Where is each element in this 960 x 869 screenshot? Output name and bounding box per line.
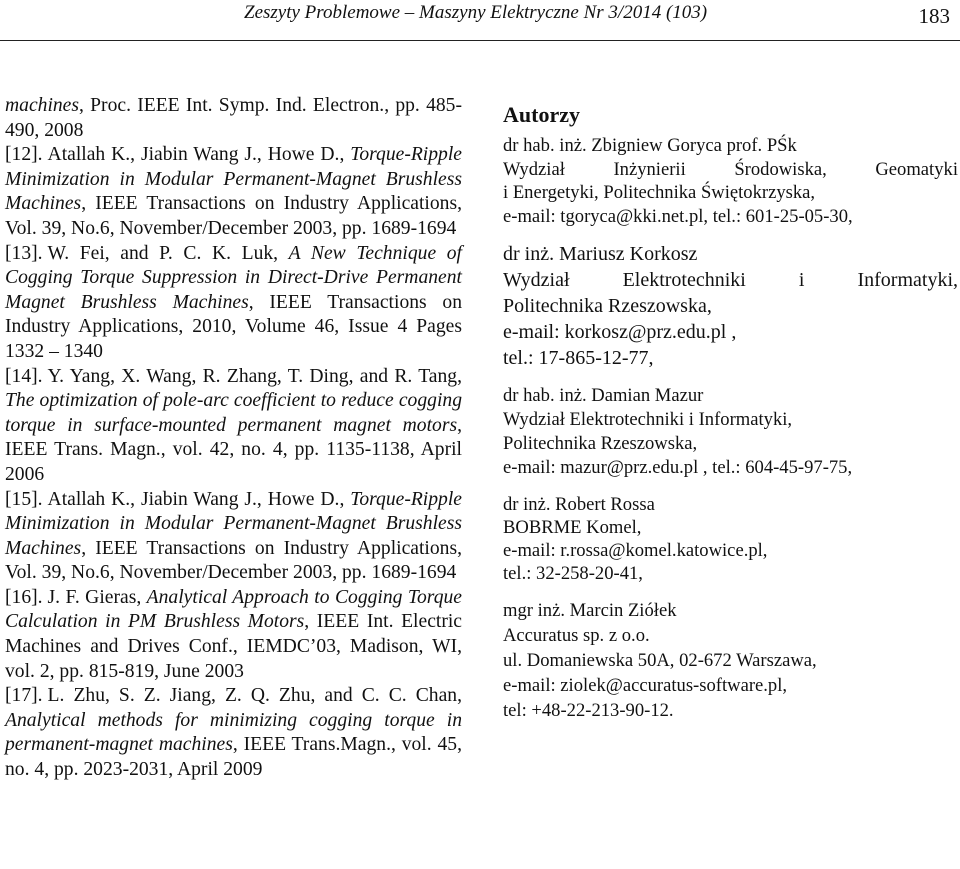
references-column [5,94,462,783]
author-goryca [503,134,958,228]
reference-15 [5,488,462,586]
reference-title: Torque-Ripple Minimization in Modular Permanent-Magnet Brushless Machines [5,144,462,215]
author-affiliation: Politechnika Rzeszowska, [503,433,698,454]
author-email: e-mail: korkosz@prz.edu.pl , [503,321,737,343]
reference-authors: J. F. Gieras, [47,586,147,608]
reference-title: The optimization of pole-arc coefficient to reduce cogging torque in surface-mounted permanent magnet motors [5,390,462,436]
reference-number: [12]. [5,144,43,166]
author-affiliation: Wydział Elektrotechniki i Informatyki, [503,269,958,291]
reference-title: Analytical methods for minimizing cogging torque in permanent-magnet machines [5,709,462,756]
reference-title: A New Technique of Cogging Torque Suppression in Direct-Drive Permanent Magnet Brushless Machines [5,242,462,313]
reference-details: , IEEE Transactions on Industry Applications, Vol. 39, No.6, November/December 2003, pp. 1689-1694 [5,537,462,584]
author-mazur [503,384,958,480]
reference-17 [5,684,462,782]
author-name: dr hab. inż. Damian Mazur [503,385,704,406]
reference-13 [5,242,462,365]
author-affiliation: i Energetyki, Politechnika Świętokrzyska, [503,182,816,203]
reference-title: Torque-Ripple Minimization in Modular Permanent-Magnet Brushless Machines [5,488,462,559]
author-affiliation: Politechnika Rzeszowska, [503,295,712,317]
author-phone: tel: +48-22-213-90-12. [503,700,674,721]
reference-authors: L. Zhu, S. Z. Jiang, Z. Q. Zhu, and C. C. Chan, [47,685,462,707]
reference-number: [14]. [5,365,43,387]
author-korkosz [503,241,958,371]
reference-title: Analytical Approach to Cogging Torque Calculation in PM Brushless Motors [5,586,462,633]
author-email: e-mail: ziolek@accuratus-software.pl, [503,675,788,696]
author-name: dr inż. Mariusz Korkosz [503,243,698,265]
reference-text: , Proc. IEEE Int. Symp. Ind. Electron., pp. 485-490, 2008 [5,95,462,141]
reference-authors: Y. Yang, X. Wang, R. Zhang, T. Ding, and R. Tang, [47,365,462,387]
reference-title-fragment: machines [5,95,80,116]
reference-16 [5,586,462,684]
reference-number: [15]. [5,488,43,510]
author-contact: e-mail: mazur@prz.edu.pl , tel.: 604-45-97-75, [503,457,853,478]
reference-details: , IEEE Transactions on Industry Applications, Vol. 39, No.6, November/December 2003, pp. 1689-1694 [5,193,462,239]
reference-14 [5,365,462,488]
author-affiliation: BOBRME Komel, [503,517,642,538]
author-email: e-mail: r.rossa@komel.katowice.pl, [503,540,768,561]
author-phone: tel.: 17-865-12-77, [503,347,654,369]
reference-authors: Atallah K., Jiabin Wang J., Howe D., [47,144,351,166]
author-contact: e-mail: tgoryca@kki.net.pl, tel.: 601-25-05-30, [503,205,853,227]
author-name: dr inż. Robert Rossa [503,494,655,515]
reference-number: [17]. [5,685,43,707]
author-name: mgr inż. Marcin Ziółek [503,600,677,621]
reference-11-continuation [5,94,462,143]
reference-details: , IEEE Transactions on Industry Applications, 2010, Volume 46, Issue 4 Pages 1332 – 1340 [5,291,463,362]
author-rossa [503,493,958,585]
reference-number: [13]. [5,242,43,264]
author-ziolek [503,598,958,723]
authors-column [503,94,958,736]
author-phone: tel.: 32-258-20-41, [503,563,643,584]
author-affiliation: Wydział Elektrotechniki i Informatyki, [503,409,793,430]
page-number: 183 [918,4,950,28]
author-affiliation: Accuratus sp. z o.o. [503,625,650,646]
author-name: dr hab. inż. Zbigniew Goryca prof. PŚk [503,135,797,156]
author-address: ul. Domaniewska 50A, 02-672 Warszawa, [503,650,817,671]
authors-heading: Autorzy [503,102,580,127]
reference-number: [16]. [5,586,43,608]
journal-title: Zeszyty Problemowe – Maszyny Elektryczne Nr 3/2014 (103) [244,2,708,23]
running-header [0,0,960,41]
reference-details: , IEEE Int. Electric Machines and Drives Conf., IEMDC’03, Madison, WI, vol. 2, pp. 815-819, June 2003 [5,611,462,682]
reference-12 [5,143,462,241]
reference-details: , IEEE Trans. Magn., vol. 42, no. 4, pp. 1135-1138, April 2006 [5,414,462,485]
reference-details: , IEEE Trans.Magn., vol. 45, no. 4, pp. 2023-2031, April 2009 [5,734,462,781]
reference-authors: W. Fei, and P. C. K. Luk, [47,242,289,264]
reference-authors: Atallah K., Jiabin Wang J., Howe D., [47,488,351,510]
author-affiliation: Wydział Inżynierii Środowiska, Geomatyki [503,158,958,180]
